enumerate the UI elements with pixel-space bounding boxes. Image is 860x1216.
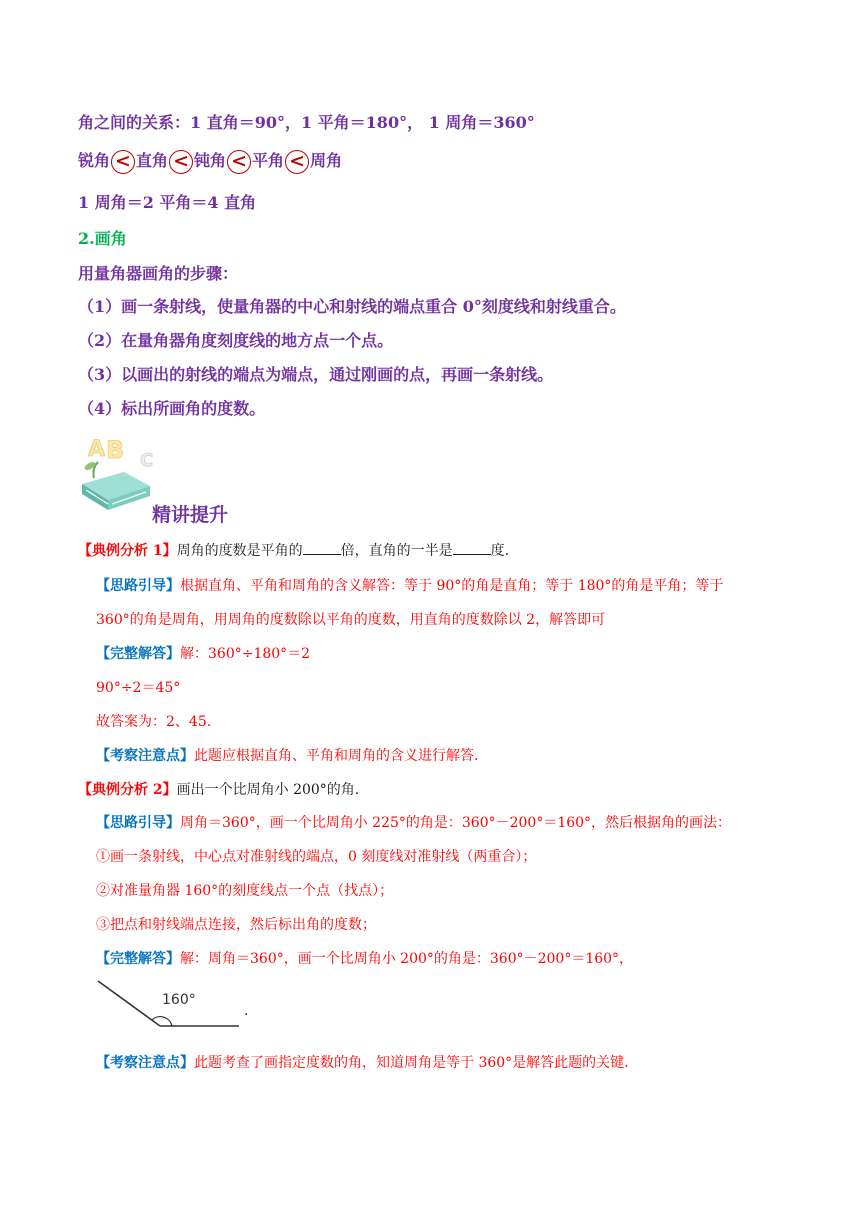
chain-obtuse: 钝角 (194, 151, 227, 170)
example2-hint-line-3: ②对准量角器 160°的刻度线点一个点（找点）； (96, 883, 394, 899)
hint-text: 根据直角、平角和周角的含义解答：等于 90°的角是直角；等于 180°的角是平角；等于 (180, 578, 724, 594)
drawing-step-1: （1）画一条射线，使量角器的中心和射线的端点重合 0°刻度线和射线重合。 (78, 297, 626, 316)
answer-tag: 【完整解答】 (96, 646, 180, 662)
note-text: 此题应根据直角、平角和周角的含义进行解答. (194, 748, 479, 764)
example1-tag: 【典例分析 1】 (78, 543, 177, 559)
note-tag: 【考察注意点】 (96, 1055, 194, 1071)
less-than-symbol: < (285, 150, 309, 174)
chain-straight: 平角 (252, 151, 285, 170)
note-tag: 【考察注意点】 (96, 748, 194, 764)
angle-160-figure (96, 974, 249, 1032)
section-title: 精讲提升 (152, 504, 229, 526)
less-than-symbol: < (111, 150, 135, 174)
example1-q-part-b: 倍，直角的一半是 (340, 543, 453, 559)
angle-order-chain (78, 148, 342, 174)
example2-hint-line-4: ③把点和射线端点连接，然后标出角的度数； (96, 917, 376, 933)
abc-book-icon (78, 432, 158, 514)
example2-hint-line-2: ①画一条射线，中心点对准射线的端点，0 刻度线对准射线（两重合）； (96, 849, 537, 865)
hint-text: 周角＝360°，画一个比周角小 225°的角是：360°－200°＝160°，然后根据角的画法： (180, 815, 732, 831)
example2-tag: 【典例分析 2】 (78, 782, 177, 798)
example1-note (96, 745, 478, 765)
chain-full: 周角 (310, 151, 343, 170)
less-than-symbol: < (169, 150, 193, 174)
drawing-step-3: （3）以画出的射线的端点为端点，通过刚画的点，再画一条射线。 (78, 365, 554, 384)
answer-blank[interactable] (303, 540, 341, 555)
example1-hint-line-2: 360°的角是周角，用周角的度数除以平角的度数，用直角的度数除以 2，解答即可 (96, 612, 606, 628)
chain-acute: 锐角 (78, 151, 111, 170)
example2-question (78, 779, 359, 799)
example1-answer-line-1 (96, 643, 310, 663)
drawing-intro: 用量角器画角的步骤： (78, 264, 239, 283)
example1-question (78, 540, 509, 560)
example1-answer-line-2: 90°÷2＝45° (96, 680, 181, 696)
less-than-symbol: < (227, 150, 251, 174)
answer-blank[interactable] (453, 540, 491, 555)
relation-line-3: 1 周角＝2 平角＝4 直角 (78, 193, 257, 212)
drawing-heading: 2.画角 (78, 229, 127, 248)
logo-letter-a: A (88, 437, 106, 462)
example2-note (96, 1052, 629, 1072)
figure-period: . (244, 1003, 249, 1019)
hint-tag: 【思路引导】 (96, 578, 180, 594)
example2-question-text: 画出一个比周角小 200°的角. (176, 782, 360, 798)
example2-answer (96, 948, 633, 968)
chain-right: 直角 (136, 151, 169, 170)
answer-text: 解：360°÷180°＝2 (180, 646, 311, 662)
drawing-step-4: （4）标出所画角的度数。 (78, 399, 266, 418)
logo-letter-c: C (140, 450, 154, 471)
example1-q-part-c: 度. (490, 543, 510, 559)
angle-label: 160° (162, 992, 196, 1008)
note-text: 此题考查了画指定度数的角，知道周角是等于 360°是解答此题的关键. (194, 1055, 629, 1071)
example1-hint-line-1 (96, 575, 723, 595)
logo-letter-b: B (106, 436, 125, 464)
drawing-step-2: （2）在量角器角度刻度线的地方点一个点。 (78, 331, 394, 350)
example1-q-part-a: 周角的度数是平角的 (176, 543, 303, 559)
answer-text: 解：周角＝360°，画一个比周角小 200°的角是：360°－200°＝160°， (180, 951, 634, 967)
example2-hint-line-1 (96, 812, 731, 832)
relation-line-1: 角之间的关系：1 直角＝90°，1 平角＝180°， 1 周角＝360° (78, 113, 535, 132)
example1-answer-line-3: 故答案为：2、45. (96, 714, 212, 730)
answer-tag: 【完整解答】 (96, 951, 180, 967)
hint-tag: 【思路引导】 (96, 815, 180, 831)
